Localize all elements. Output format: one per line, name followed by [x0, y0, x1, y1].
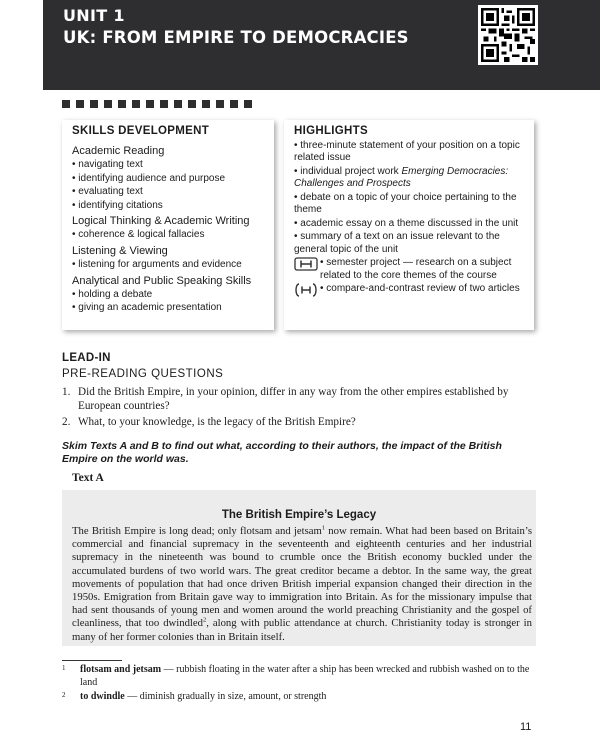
- article-title: The British Empire’s Legacy: [221, 509, 377, 521]
- question-number: 2.: [62, 416, 71, 428]
- highlight-item: [294, 166, 530, 190]
- qr-code-icon[interactable]: [478, 5, 538, 65]
- footnote-definition: — diminish gradually in size, amount, or strength: [124, 691, 327, 702]
- skills-category: Listening & Viewing: [72, 244, 168, 257]
- question-text: What, to your knowledge, is the legacy of the British Empire?: [78, 416, 356, 428]
- question-number: 1.: [62, 386, 71, 398]
- pre-reading-heading: PRE-READING QUESTIONS: [62, 368, 224, 380]
- decorative-squares: [62, 100, 252, 108]
- skills-item: • giving an academic presentation: [72, 302, 222, 314]
- unit-header: [43, 0, 600, 90]
- skills-item: • identifying audience and purpose: [72, 172, 226, 184]
- footnote-number: 1: [62, 664, 66, 672]
- skills-item: • coherence & logical fallacies: [72, 229, 205, 241]
- highlight-item: [294, 283, 530, 295]
- footnote-item: [62, 664, 532, 689]
- highlights-list: [294, 140, 530, 297]
- skills-item: • listening for arguments and evidence: [72, 258, 242, 270]
- highlight-item: • three-minute statement of your position on a topic related issue: [294, 140, 520, 164]
- footnote-definition: — rubbish floating in the water after a ship has been wrecked and rubbish washed on to the land: [80, 664, 530, 688]
- skills-title: SKILLS DEVELOPMENT: [72, 125, 210, 137]
- article-text: , along with public attendance at church. Christianity today is stronger in many of her former colonies than in Britain itself.: [72, 617, 532, 643]
- unit-number: UNIT 1: [63, 6, 125, 25]
- article-box: [62, 490, 536, 646]
- highlight-item: • academic essay on a theme discussed in the unit: [294, 217, 519, 229]
- footnote-number: 2: [62, 691, 66, 699]
- skills-list: [72, 142, 272, 315]
- footnotes: [62, 664, 532, 706]
- footnote-ref[interactable]: 1: [321, 524, 326, 532]
- highlights-title: HIGHLIGHTS: [294, 125, 368, 137]
- footnote-term: to dwindle: [80, 691, 125, 702]
- skim-instruction: Skim Texts A and B to find out what, according to their authors, the impact of the British Empire on the world was.: [62, 440, 502, 465]
- highlights-box: [284, 120, 534, 330]
- highlight-item: [294, 257, 530, 281]
- footnote-ref[interactable]: 2: [202, 616, 207, 624]
- skills-item: • evaluating text: [72, 186, 143, 198]
- highlight-item: • debate on a topic of your choice pertaining to the theme: [294, 191, 517, 216]
- article-text: now remain. What had been based on Britain’s commercial and financial supremacy in the seventeenth and eighteenth centuries and her industrial supremacy in the nineteenth was bound to crumble once the British economy buckled under the accumulated burdens of two world wars. The great creditor became a debtor. In the same way, the great movements of population that had once driven British imperial expansion changed their direction in the 1950s. Emigration from Britain gave way to immigration into Britain. As for the missionary impulse that had sent thousands of young men and women around the world preaching Christianity and the gospel of cleanliness, that too dwindled: [72, 525, 532, 630]
- highlight-item-text: • compare-and-contrast review of two articles: [320, 283, 520, 295]
- page-number: 11: [520, 721, 532, 733]
- footnote-divider: [62, 660, 122, 661]
- pre-reading-questions: [62, 385, 532, 431]
- review-icon: [294, 283, 318, 297]
- skills-item: • holding a debate: [72, 288, 153, 300]
- unit-title: UK: FROM EMPIRE TO DEMOCRACIES: [63, 28, 409, 47]
- highlight-item: • summary of a text on an issue relevant to the general topic of the unit: [294, 231, 500, 255]
- article-text: The British Empire is long dead; only flotsam and jetsam: [72, 525, 322, 537]
- question-text: Did the British Empire, in your opinion, differ in any way from the other empires established by European countries?: [78, 386, 509, 412]
- skills-item: • navigating text: [72, 159, 143, 170]
- skills-development-box: [62, 120, 274, 330]
- skills-item: • identifying citations: [72, 199, 163, 211]
- skills-category: Analytical and Public Speaking Skills: [72, 274, 252, 287]
- footnote-term: flotsam and jetsam: [80, 664, 162, 675]
- article-body: [72, 525, 532, 644]
- leadin-heading: LEAD-IN: [62, 352, 111, 364]
- question-item: [62, 415, 532, 429]
- highlight-item-text: • individual project work: [294, 165, 402, 177]
- skills-category: Logical Thinking & Academic Writing: [72, 215, 250, 228]
- skills-category: Academic Reading: [72, 145, 165, 157]
- text-a-label: Text A: [72, 472, 104, 484]
- project-icon: [294, 257, 318, 271]
- highlight-item-text: • semester project — research on a subject related to the core themes of the course: [320, 257, 512, 281]
- highlight-item-title: Emerging Democracies: Challenges and Prospects: [294, 165, 509, 190]
- question-item: [62, 385, 532, 413]
- footnote-item: [62, 691, 532, 704]
